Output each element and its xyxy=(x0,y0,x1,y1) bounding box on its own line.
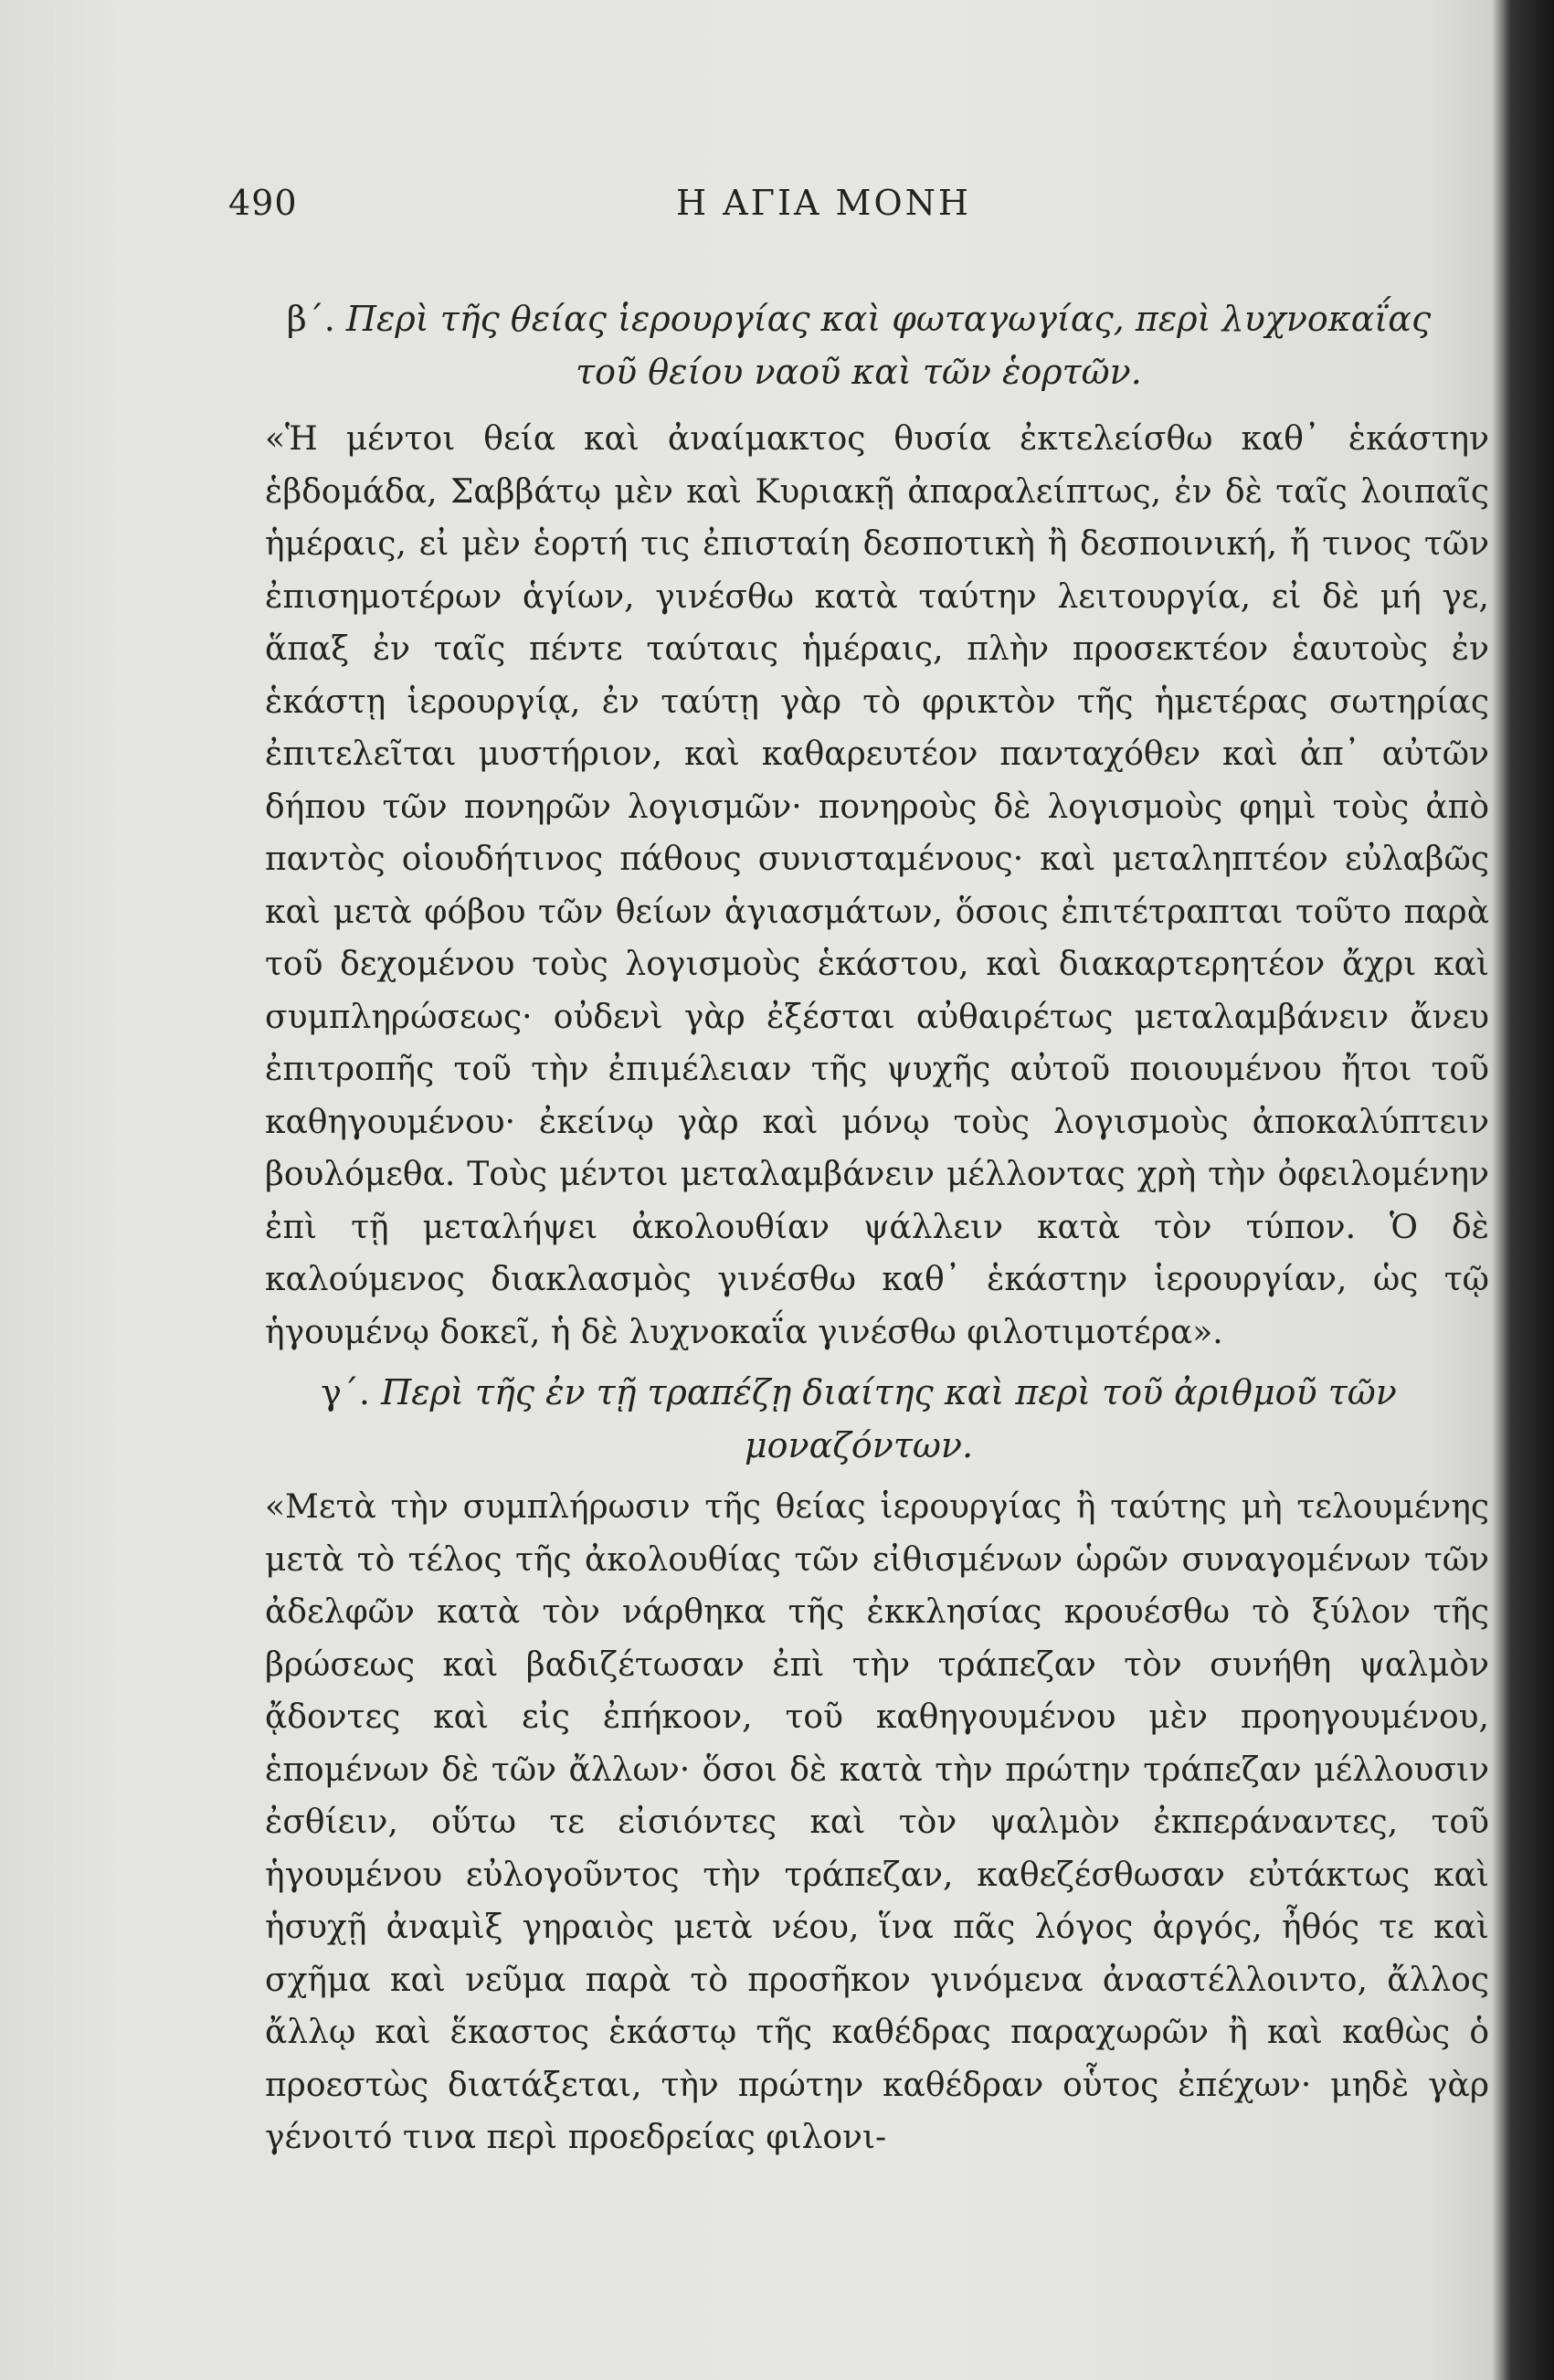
section-title: Περὶ τῆς ἐν τῇ τραπέζῃ διαίτης καὶ περὶ τοῦ ἀριθμοῦ τῶν μοναζόντων. xyxy=(381,1372,1397,1465)
section-title: Περὶ τῆς θείας ἱερουργίας καὶ φωταγωγίας, περὶ λυχνοκαΐας τοῦ θείου ναοῦ καὶ τῶν ἑορτῶν. xyxy=(345,299,1432,392)
page-number: 490 xyxy=(228,183,298,223)
section-heading-b xyxy=(228,292,1489,398)
running-head xyxy=(228,183,1489,238)
book-page xyxy=(228,183,1489,2164)
book-binding-shadow xyxy=(1504,0,1554,2380)
running-title: Η ΑΓΙΑ ΜΟΝΗ xyxy=(676,183,972,223)
section-number: γ΄. xyxy=(321,1372,370,1412)
paragraph-refectory: «Μετὰ τὴν συμπλήρωσιν τῆς θείας ἱερουργίας ἢ ταύτης μὴ τελουμένης μετὰ τὸ τέλος τῆς ἀκολουθίας τῶν εἰθισμένων ὡρῶν συναγομένων τῶν ἀδελφῶν κατὰ τὸν νάρθηκα τῆς ἐκκλησίας κρουέσθω τὸ ξύλον τῆς βρώσεως καὶ βαδιζέτωσαν ἐπὶ τὴν τράπεζαν τὸν συνήθη ψαλμὸν ᾄδοντες καὶ εἰς ἐπήκοον, τοῦ καθηγουμένου μὲν προηγουμένου, ἑπομένων δὲ τῶν ἄλλων· ὅσοι δὲ κατὰ τὴν πρώτην τράπεζαν μέλλουσιν ἐσθίειν, οὕτω τε εἰσιόντες καὶ τὸν ψαλμὸν ἐκπεράναντες, τοῦ ἡγουμένου εὐλογοῦντος τὴν τράπεζαν, καθεζέσθωσαν εὐτάκτως καὶ ἡσυχῇ ἀναμὶξ γηραιὸς μετὰ νέου, ἵνα πᾶς λόγος ἀργός, ἦθός τε καὶ σχῆμα καὶ νεῦμα παρὰ τὸ προσῆκον γινόμενα ἀναστέλλοιντο, ἄλλος ἄλλῳ καὶ ἕκαστος ἑκάστῳ τῆς καθέδρας παραχωρῶν ἢ καὶ καθὼς ὁ προεστὼς διατάξεται, τὴν πρώτην καθέδραν οὗτος ἐπέχων· μηδὲ γὰρ γένοιτό τινα περὶ προεδρείας φιλονι- xyxy=(265,1488,1489,2156)
section-number: β΄. xyxy=(286,299,335,339)
section-heading-c xyxy=(228,1366,1489,1472)
paragraph-liturgy: «Ἡ μέντοι θεία καὶ ἀναίμακτος θυσία ἐκτελείσθω καθ᾽ ἑκάστην ἑβδομάδα, Σαββάτῳ μὲν καὶ Κυριακῇ ἀπαραλείπτως, ἐν δὲ ταῖς λοιπαῖς ἡμέραις, εἰ μὲν ἑορτή τις ἐπισταίη δεσποτικὴ ἢ δεσποινική, ἤ τινος τῶν ἐπισημοτέρων ἁγίων, γινέσθω κατὰ ταύτην λειτουργία, εἰ δὲ μή γε, ἅπαξ ἐν ταῖς πέντε ταύταις ἡμέραις, πλὴν προσεκτέον ἑαυτοὺς ἐν ἑκάστῃ ἱερουργίᾳ, ἐν ταύτῃ γὰρ τὸ φρικτὸν τῆς ἡμετέρας σωτηρίας ἐπιτελεῖται μυστήριον, καὶ καθαρευτέον πανταχόθεν καὶ ἀπ᾽ αὐτῶν δήπου τῶν πονηρῶν λογισμῶν· πονηροὺς δὲ λογισμοὺς φημὶ τοὺς ἀπὸ παντὸς οἱουδήτινος πάθους συνισταμένους· καὶ μεταληπτέον εὐλαβῶς καὶ μετὰ φόβου τῶν θείων ἁγιασμάτων, ὅσοις ἐπιτέτραπται τοῦτο παρὰ τοῦ δεχομένου τοὺς λογισμοὺς ἑκάστου, καὶ διακαρτερητέον ἄχρι καὶ συμπληρώσεως· οὐδενὶ γὰρ ἐξέσται αὐθαιρέτως μεταλαμβάνειν ἄνευ ἐπιτροπῆς τοῦ τὴν ἐπιμέλειαν τῆς ψυχῆς αὐτοῦ ποιουμένου ἤτοι τοῦ καθηγουμένου· ἐκείνῳ γὰρ καὶ μόνῳ τοὺς λογισμοὺς ἀποκαλύπτειν βουλόμεθα. Τοὺς μέντοι μεταλαμβάνειν μέλλοντας χρὴ τὴν ὀφειλομένην ἐπὶ τῇ μεταλήψει ἀκολουθίαν ψάλλειν κατὰ τὸν τύπον. Ὁ δὲ καλούμενος διακλασμὸς γινέσθω καθ᾽ ἑκάστην ἱερουργίαν, ὡς τῷ ἡγουμένῳ δοκεῖ, ἡ δὲ λυχνοκαΐα γινέσθω φιλοτιμοτέρα». xyxy=(265,420,1489,1351)
